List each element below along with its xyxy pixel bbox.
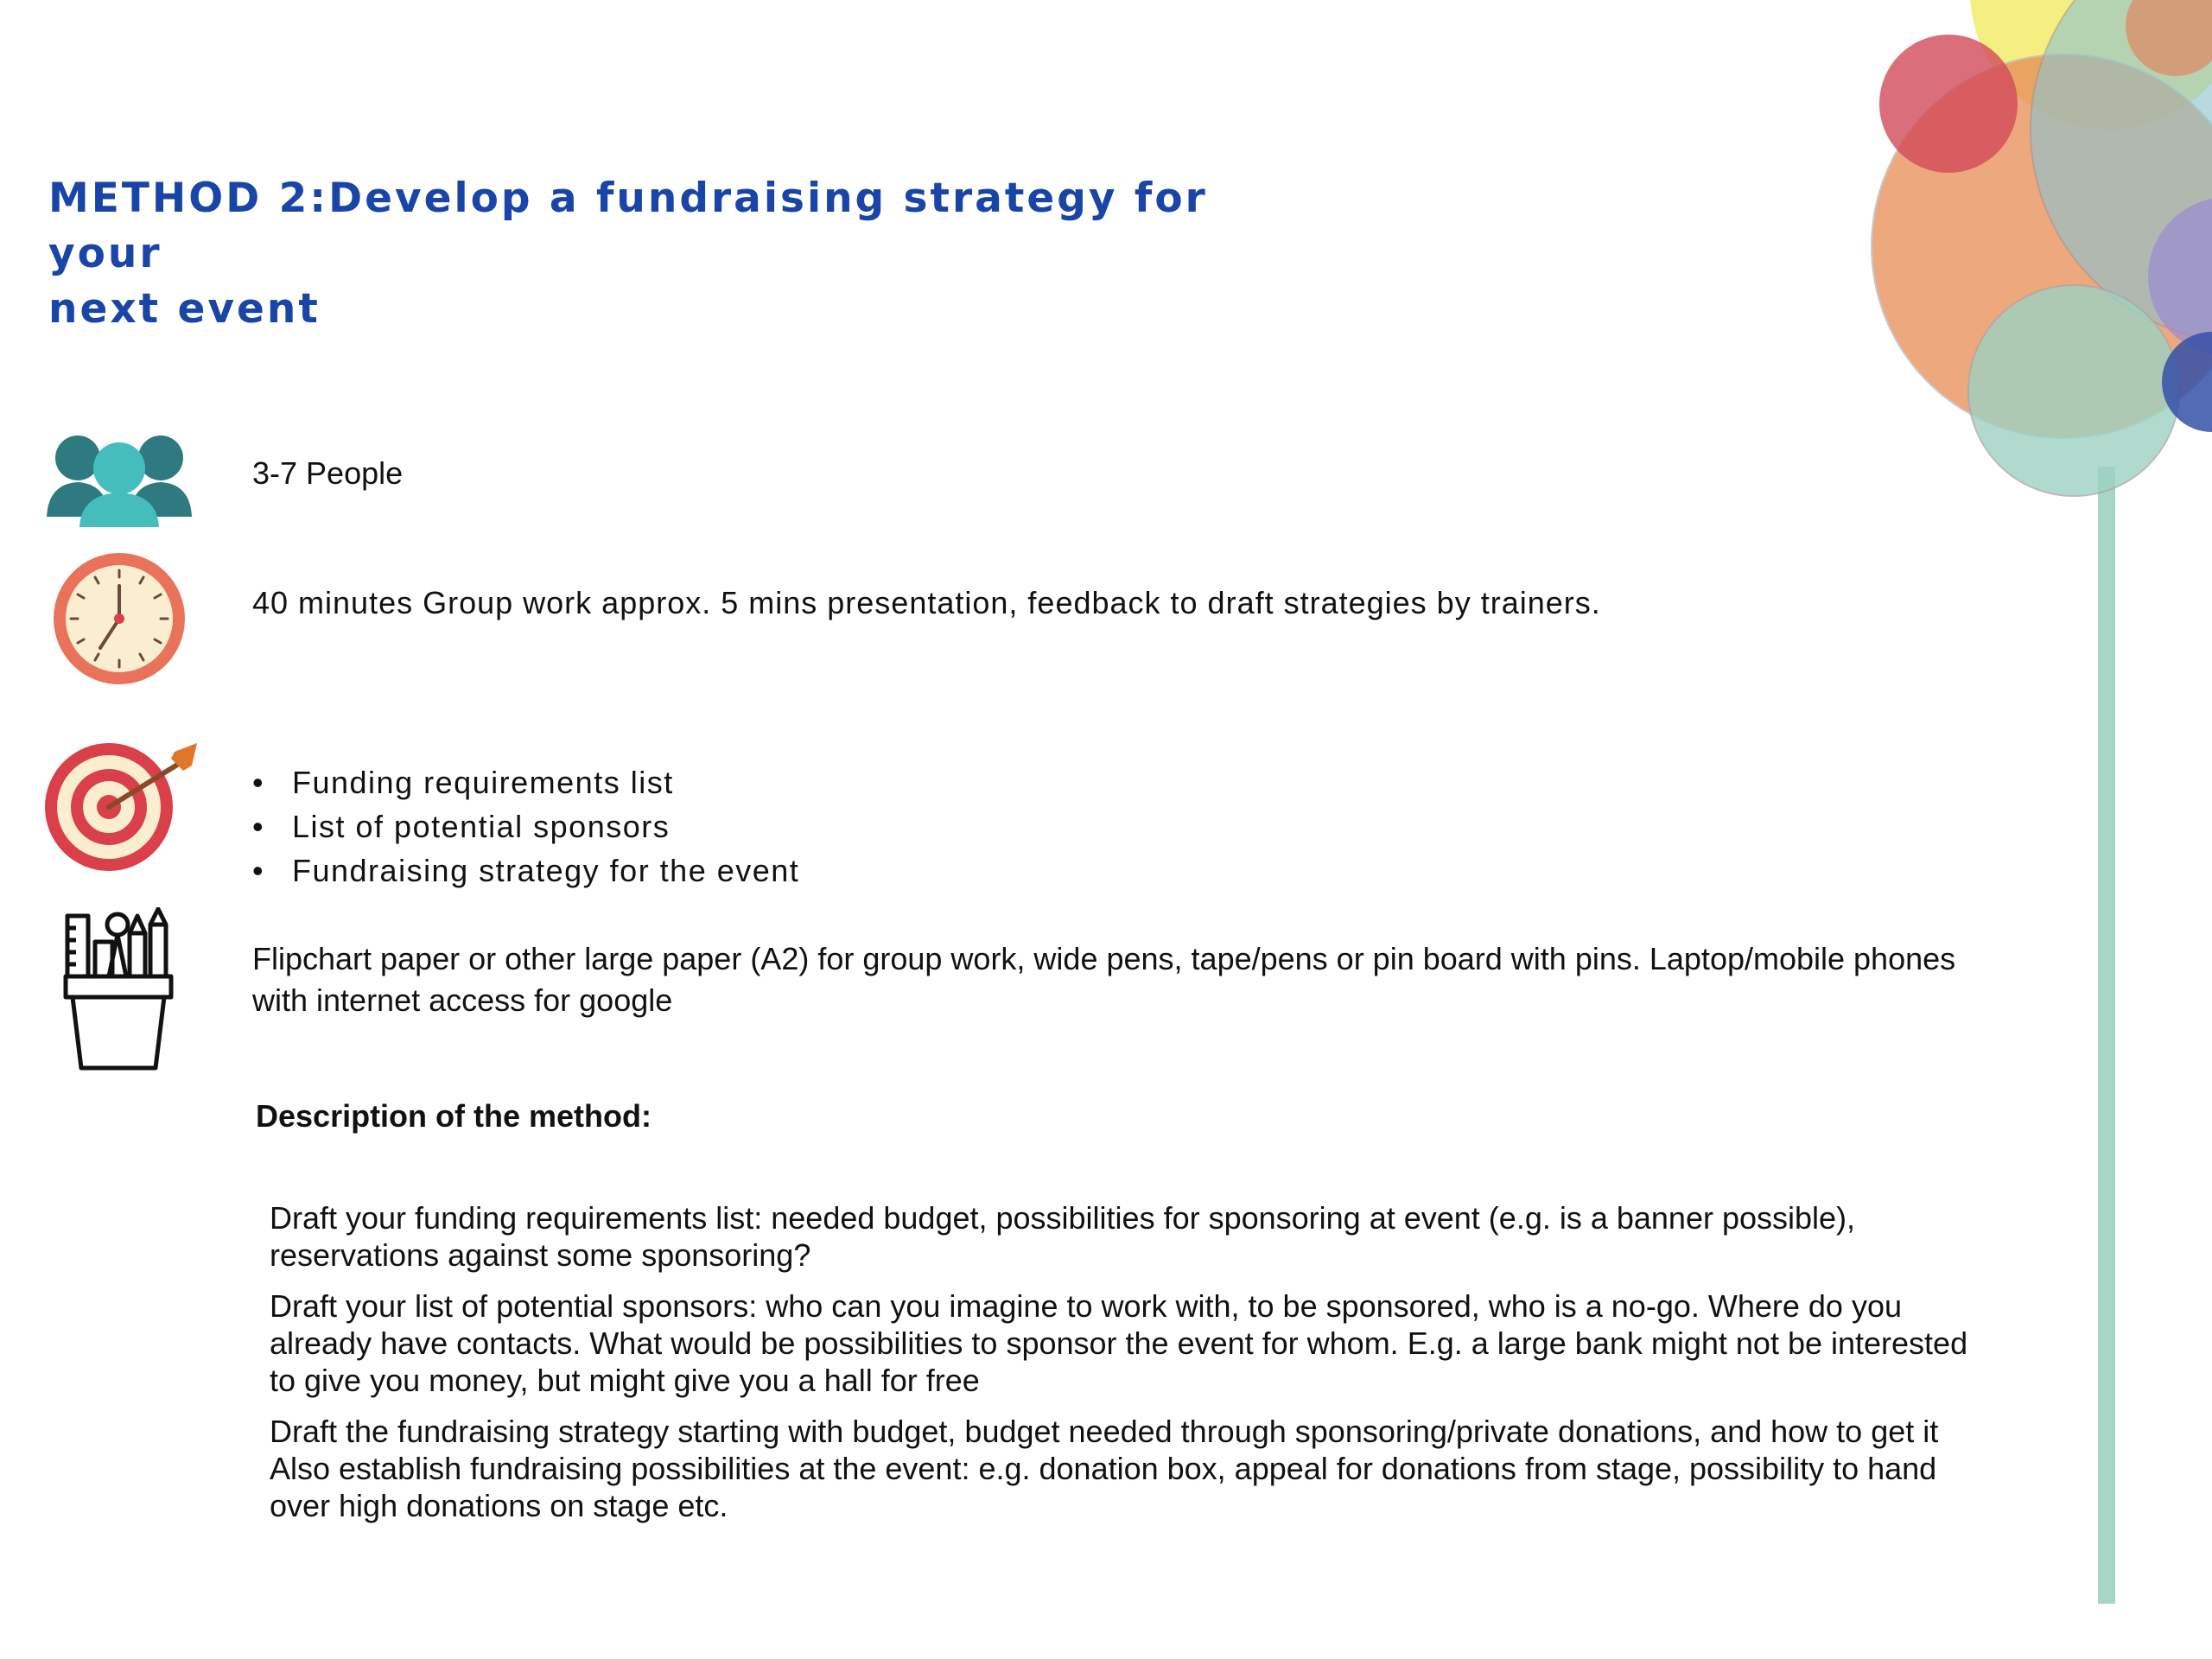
yellow-balloon — [1970, 0, 2212, 130]
paragraph-line: Draft the fundraising strategy starting with budget, budget needed through sponsoring/private donations, and how to get it — [270, 1414, 1939, 1449]
paragraph-line: Draft your list of potential sponsors: who can you imagine to work with, to be sponsored, who is a no-go. Where do you — [270, 1288, 1902, 1324]
paragraph-line: Also establish fundraising possibilities at the event: e.g. donation box, appeal for donations from stage, possibility to hand — [270, 1451, 1937, 1486]
people-group-icon — [45, 432, 194, 527]
paragraph-line: Draft your funding requirements list: needed budget, possibilities for sponsoring at event (e.g. is a banner possible), — [270, 1200, 1856, 1236]
description-heading: Description of the method: — [256, 1098, 652, 1134]
mint-balloon — [1968, 285, 2179, 496]
paragraph-line: to give you money, but might give you a hall for free — [270, 1363, 980, 1398]
paragraph-line: already have contacts. What would be possibilities to sponsor the event for whom. E.g. a large bank might not be interested — [270, 1325, 1968, 1361]
list-item: • List of potential sponsors — [252, 804, 799, 849]
description-paragraph — [270, 1199, 2050, 1274]
small-orange-balloon — [2126, 0, 2212, 76]
list-item: • Funding requirements list — [252, 760, 799, 804]
title-line-2: next event — [48, 285, 321, 333]
duration-text: 40 minutes Group work approx. 5 mins presentation, feedback to draft strategies by trainers. — [252, 585, 1601, 620]
description-paragraph — [270, 1287, 2050, 1399]
goals-list — [252, 760, 799, 893]
purple-balloon — [2148, 197, 2212, 356]
materials-text — [252, 938, 1955, 1021]
page-title — [48, 171, 1258, 337]
participants-text: 3-7 People — [252, 455, 404, 491]
clock-icon — [52, 551, 187, 686]
pencil-cup-icon — [60, 907, 176, 1071]
list-item: • Fundraising strategy for the event — [252, 849, 799, 893]
paragraph-line: over high donations on stage etc. — [270, 1488, 728, 1523]
title-line-1: METHOD 2:Develop a fundraising strategy for your — [48, 175, 1208, 277]
materials-line-2: with internet access for google — [252, 982, 673, 1018]
blue-balloon — [2031, 0, 2212, 341]
description-paragraph — [270, 1413, 2050, 1524]
red-balloon — [1879, 35, 2018, 173]
description-body — [270, 1199, 2050, 1538]
balloon-stem — [2098, 467, 2115, 1604]
target-icon — [45, 740, 200, 871]
materials-line-1: Flipchart paper or other large paper (A2) for group work, wide pens, tape/pens or pin board with pins. Laptop/mobile phones — [252, 941, 1956, 976]
navy-balloon — [2162, 332, 2212, 432]
paragraph-line: reservations against some sponsoring? — [270, 1237, 811, 1273]
orange-balloon — [1872, 54, 2212, 438]
